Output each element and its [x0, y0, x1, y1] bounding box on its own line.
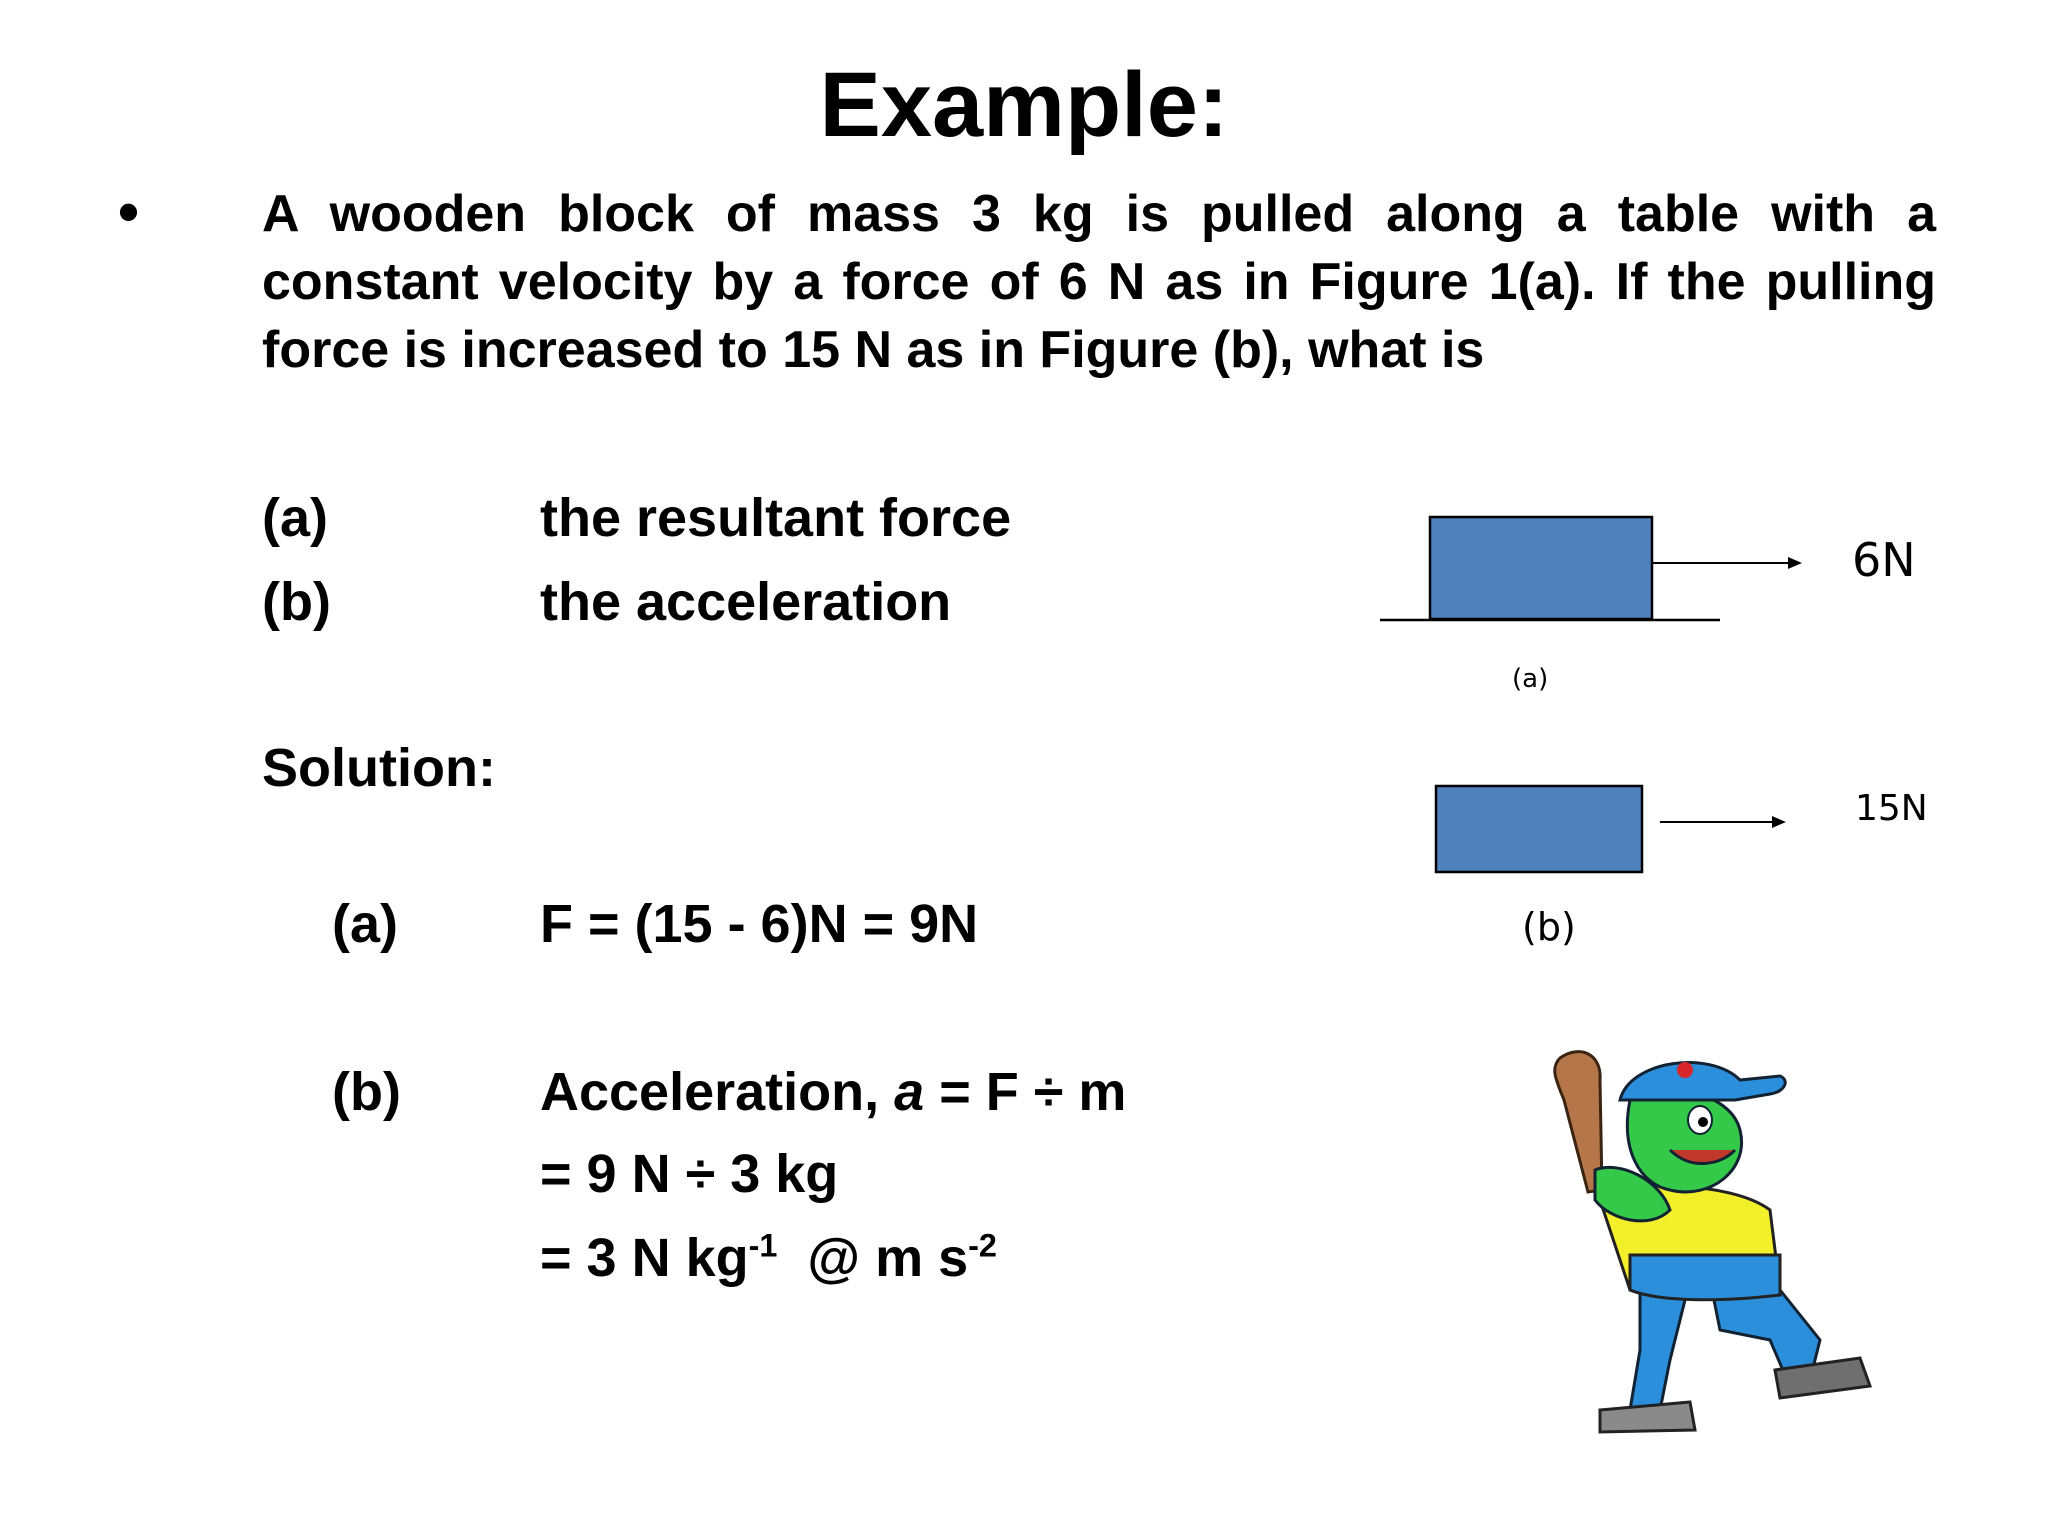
solution-b-line2: = 9 N ÷ 3 kg [540, 1144, 839, 1204]
slide-title: Example: [819, 54, 1229, 156]
arrowhead-b [1772, 816, 1786, 828]
caption-a: (a) [1512, 664, 1549, 694]
arrowhead-a [1788, 557, 1802, 569]
caption-b: (b) [1522, 905, 1576, 949]
part-a-text: the resultant force [540, 488, 1012, 548]
figure-b [1420, 770, 1960, 960]
acc-formula: = F ÷ m [924, 1062, 1127, 1122]
block-b [1436, 786, 1642, 872]
part-b-text: the acceleration [540, 572, 952, 632]
frog-head [1627, 1090, 1741, 1192]
result-value: = 3 N kg [540, 1228, 749, 1288]
problem-statement: A wooden block of mass 3 kg is pulled along a table with a constant velocity by a force of 6 N as in Figure 1(a). If the pulling force is increased to 15 N as in Figure (b), what is [262, 185, 1936, 379]
acc-prefix: Acceleration, [540, 1062, 895, 1122]
solution-b-label: (b) [332, 1062, 401, 1122]
solution-b-line1 [540, 1058, 1126, 1126]
cap-icon [1620, 1063, 1785, 1100]
figure-a [1370, 500, 1970, 720]
part-b-label: (b) [262, 572, 331, 632]
solution-b-line3 [540, 1224, 997, 1292]
superscript-minus-two: -2 [968, 1227, 997, 1264]
solution-heading: Solution: [262, 738, 496, 798]
result-alt-unit: @ m s [777, 1228, 969, 1288]
solution-a-text: F = (15 - 6)N = 9N [540, 894, 979, 954]
bullet-point: • [118, 178, 140, 245]
block-a [1430, 517, 1652, 619]
force-label-a: 6N [1852, 533, 1916, 587]
force-label-b: 15N [1855, 788, 1928, 829]
solution-a-label: (a) [332, 894, 398, 954]
cap-star-icon [1677, 1062, 1693, 1078]
superscript-minus-one: -1 [748, 1227, 778, 1264]
shoe-left [1600, 1402, 1695, 1432]
baseball-player-cartoon [1540, 1040, 1880, 1440]
part-a-label: (a) [262, 488, 328, 548]
acc-variable: a [894, 1062, 925, 1122]
